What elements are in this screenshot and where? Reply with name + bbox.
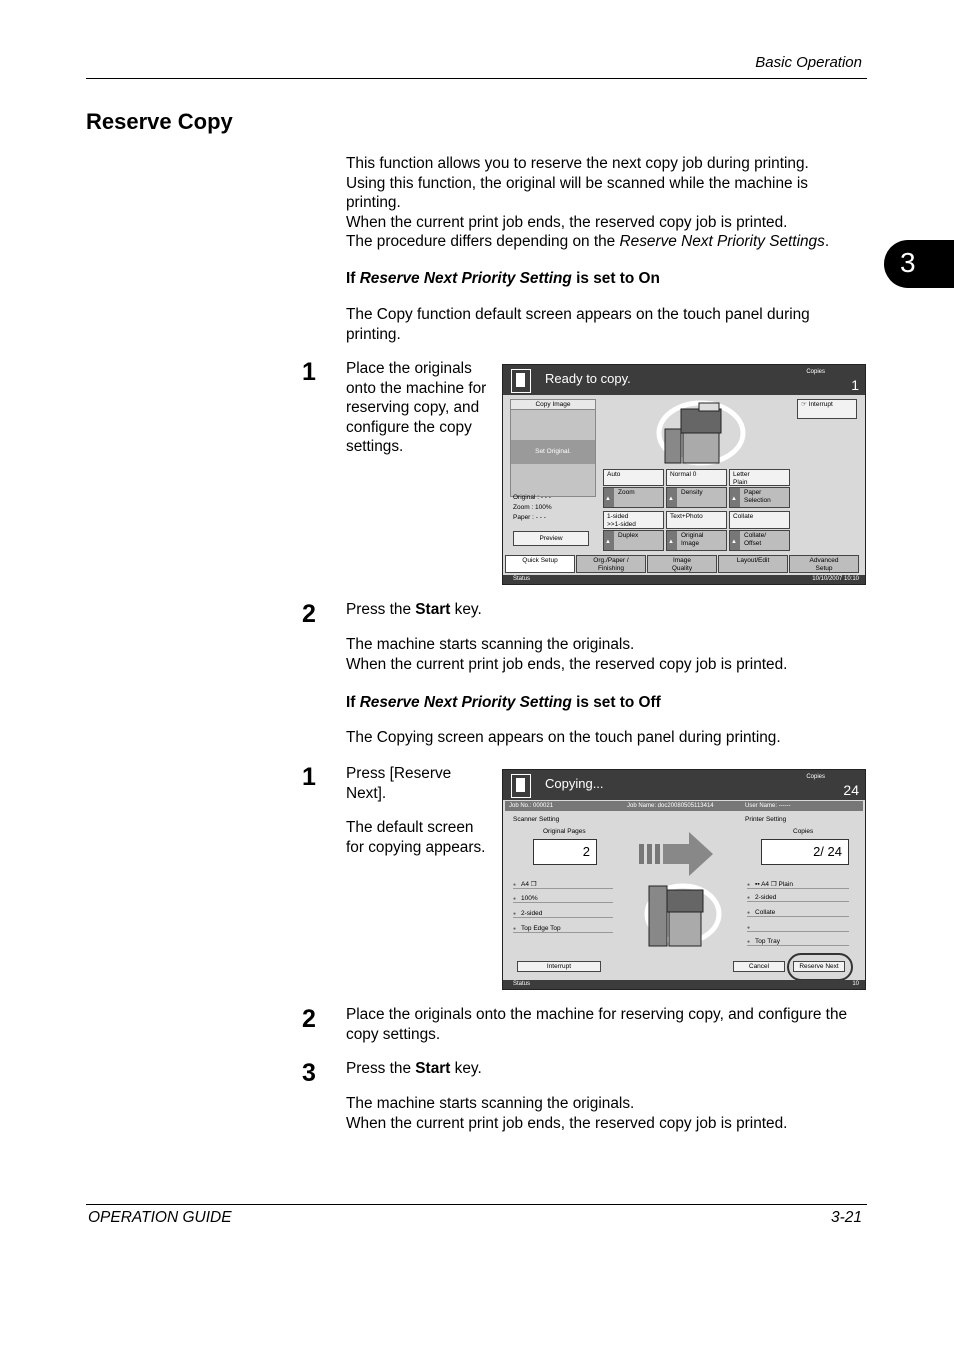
print-blank-setting <box>747 924 849 932</box>
screen-status-message: Copying... <box>545 776 604 791</box>
scan-paper-size: ● A4 ❐ <box>513 880 613 889</box>
step-number: 2 <box>302 1005 316 1033</box>
step-result: The machine starts scanning the originals. When the current print job ends, the reserved copy job is printed. <box>346 636 788 673</box>
status-bar <box>503 980 865 989</box>
density-button[interactable]: ▲ Density <box>666 487 727 508</box>
date-time: 10/10/2007 10:10 <box>812 576 859 582</box>
print-output-tray: ● Top Tray <box>747 938 849 946</box>
print-paper: ● ▪▪ A4 ❐ Plain <box>747 880 849 889</box>
step-text: Place the originals onto the machine for reserving copy, and configure the copy settings. <box>346 1006 848 1043</box>
tab-layout-edit[interactable]: Layout/Edit <box>718 555 788 573</box>
screen-status-message: Ready to copy. <box>545 371 631 386</box>
tab-org-paper-finishing[interactable]: Org./Paper / Finishing <box>576 555 646 573</box>
scan-orientation: ● Top Edge Top <box>513 925 613 933</box>
section-heading-on: If Reserve Next Priority Setting is set to On <box>346 270 660 287</box>
duplex-value: 1-sided >>1-sided <box>603 511 664 529</box>
off-description: The Copying screen appears on the touch panel during printing. <box>346 729 781 746</box>
machine-illustration <box>653 395 748 469</box>
step-number: 1 <box>302 763 316 791</box>
screen-title-bar <box>503 365 865 395</box>
footer-rule <box>86 1204 867 1205</box>
copy-icon <box>511 369 531 393</box>
scan-zoom: ● 100% <box>513 895 613 903</box>
step-result: The machine starts scanning the originals. When the current print job ends, the reserved copy job is printed. <box>346 1095 788 1132</box>
tab-quick-setup[interactable]: Quick Setup <box>505 555 575 573</box>
status-button[interactable]: Status <box>513 981 531 987</box>
reserve-next-button[interactable]: Reserve Next <box>793 961 845 972</box>
machine-illustration <box>639 878 723 954</box>
step-number: 2 <box>302 600 316 628</box>
copies-label: Copies <box>806 369 825 375</box>
screen-title-bar <box>503 770 865 800</box>
status-bar <box>503 575 865 584</box>
collate-offset-button[interactable]: ▲ Collate/ Offset <box>729 530 790 551</box>
printer-setting-label: Printer Setting <box>745 816 787 823</box>
tab-image-quality[interactable]: Image Quality <box>647 555 717 573</box>
interrupt-icon: ☞ <box>801 401 807 408</box>
copying-screen <box>502 769 866 990</box>
original-image-button[interactable]: ▲ Original Image <box>666 530 727 551</box>
footer-page-number: 3-21 <box>830 1209 862 1226</box>
copy-default-screen <box>502 364 866 585</box>
running-header: Basic Operation <box>755 54 862 71</box>
page-title: Reserve Copy <box>86 109 233 134</box>
copy-icon <box>511 774 531 798</box>
date-time: 10 <box>852 981 859 987</box>
chapter-tab: 3 <box>884 240 954 288</box>
zoom-value: Auto <box>603 469 664 486</box>
tab-advanced-setup[interactable]: Advanced Setup <box>789 555 859 573</box>
step-text: Press [Reserve Next]. <box>346 765 452 802</box>
scan-duplex: ● 2-sided <box>513 910 613 918</box>
copies-label: Copies <box>806 774 825 780</box>
paper-value: Letter Plain <box>729 469 790 486</box>
copies-value: 24 <box>843 782 859 798</box>
cancel-button[interactable]: Cancel <box>733 961 785 972</box>
original-pages-label: Original Pages <box>543 828 586 835</box>
section-heading-off: If Reserve Next Priority Setting is set to Off <box>346 694 661 711</box>
paper-selection-button[interactable]: ▲ Paper Selection <box>729 487 790 508</box>
copy-image-label: Copy Image <box>511 400 595 410</box>
original-pages-count: 2 <box>533 839 597 865</box>
step-text: Place the originals onto the machine for reserving copy, and configure the copy settings. <box>346 360 487 455</box>
progress-arrow-icon <box>639 832 715 876</box>
copies-value: 1 <box>851 377 859 393</box>
status-button[interactable]: Status <box>513 576 531 582</box>
zoom-button[interactable]: ▲ Zoom <box>603 487 664 508</box>
reserve-next-highlight <box>787 953 853 981</box>
on-description: The Copy function default screen appears on the touch panel during printing. <box>346 306 810 343</box>
copies-column-label: Copies <box>793 828 814 835</box>
job-info-bar: Job No.: 000021 Job Name: doc20080505113414 User Name: ------ <box>505 801 863 811</box>
interrupt-button[interactable]: Interrupt <box>517 961 601 972</box>
copy-info: Original : - - - Zoom : 100% Paper : - - - <box>513 494 552 521</box>
copy-image-panel <box>510 399 596 497</box>
step-text: Press the Start key. <box>346 601 482 618</box>
header-rule <box>86 78 867 79</box>
intro-paragraph: This function allows you to reserve the next copy job during printing. Using this function, the original will be scanned while the machine is printing. When the current print job ends, the reserved copy job is printed. The procedure differs depending on the Reserve Next Priority Settings. <box>346 155 830 250</box>
print-duplex: ● 2-sided <box>747 894 849 902</box>
scanner-setting-label: Scanner Setting <box>513 816 560 823</box>
set-original-message: Set Original. <box>511 440 595 464</box>
step-subtext: The default screen for copying appears. <box>346 819 486 856</box>
duplex-button[interactable]: ▲ Duplex <box>603 530 664 551</box>
copies-progress: 2/ 24 <box>761 839 849 865</box>
density-value: Normal 0 <box>666 469 727 486</box>
step-text: Press the Start key. <box>346 1060 482 1077</box>
interrupt-button[interactable]: ☞ Interrupt <box>797 399 857 419</box>
step-number: 1 <box>302 358 316 386</box>
step-number: 3 <box>302 1059 316 1087</box>
collate-value: Collate <box>729 511 790 529</box>
footer-guide-name: OPERATION GUIDE <box>88 1209 232 1226</box>
print-collate: ● Collate <box>747 909 849 917</box>
preview-button[interactable]: Preview <box>513 531 589 546</box>
original-image-value: Text+Photo <box>666 511 727 529</box>
